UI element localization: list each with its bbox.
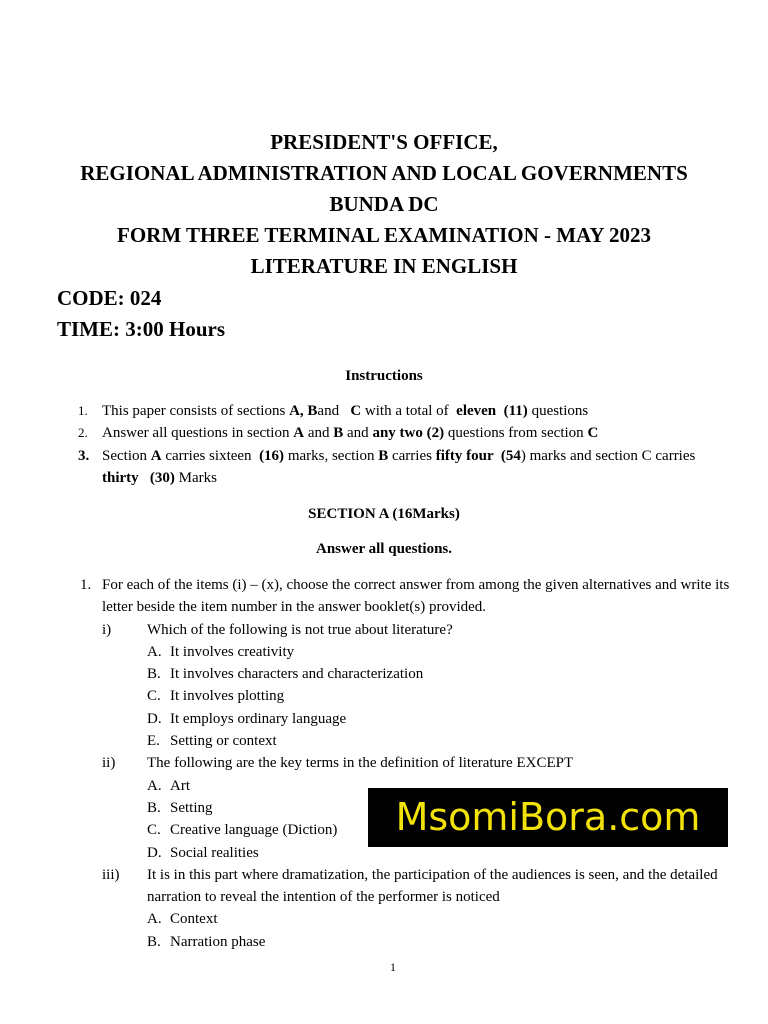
instruction-bold: eleven (11) [456, 403, 528, 419]
option-letter: D. [147, 844, 162, 861]
instructions-title: Instructions [345, 368, 423, 384]
option-text: Setting or context [170, 733, 277, 750]
instruction-text: carries [388, 447, 436, 464]
exam-time: TIME: 3:00 Hours [57, 317, 225, 341]
instruction-text: This paper consists of sections [102, 403, 290, 419]
option-letter: A. [147, 777, 162, 794]
instruction-item [0, 400, 768, 422]
item-text: It is in this part where dramatization, the participation of the audiences is seen, and the detailed narration to reveal the intention of the performer is noticed [147, 866, 718, 906]
page-number: 1 [390, 960, 396, 974]
instruction-number: 1. [78, 403, 88, 418]
msomibora-watermark-logo: MsomiBora.com [368, 788, 728, 847]
question-text: For each of the items (i) – (x), choose the correct answer from among the given alternatives and write its letter beside the item number in the answer booklet(s) provided. [102, 577, 730, 616]
answer-option [0, 908, 768, 930]
instruction-text: questions [527, 403, 589, 419]
instruction-text: with a total of [361, 403, 457, 419]
instruction-item [0, 445, 768, 490]
question-stem [0, 574, 768, 619]
header-office: PRESIDENT'S OFFICE, [270, 130, 498, 154]
option-text: It involves characters and characterization [170, 666, 424, 683]
instructions-list [0, 400, 768, 489]
item-text: Which of the following is not true about literature? [147, 621, 453, 638]
instruction-text: ) marks and section C carries [520, 447, 696, 464]
instruction-text: and [343, 425, 373, 442]
answer-option [0, 663, 768, 685]
instruction-bold: B [333, 425, 344, 442]
instruction-text: questions from section [444, 425, 588, 442]
option-letter: C. [147, 688, 161, 705]
item-number: iii) [102, 866, 120, 883]
option-letter: D. [147, 710, 162, 727]
section-a-title: SECTION A (16Marks) [308, 506, 460, 522]
question-number: 1. [80, 577, 92, 593]
answer-option [0, 730, 768, 752]
instruction-bold: thirty (30) [102, 469, 175, 486]
instruction-bold: (16) [259, 447, 285, 464]
exam-header [0, 127, 768, 282]
instruction-text: and [304, 425, 334, 442]
answer-option [0, 685, 768, 707]
instruction-text: carries sixteen [161, 447, 260, 464]
item-number: i) [102, 621, 112, 638]
exam-meta [57, 283, 225, 345]
option-letter: E. [147, 733, 160, 750]
item-number: ii) [102, 755, 116, 772]
instruction-bold: C [587, 425, 599, 442]
instruction-bold: A, B [289, 403, 318, 419]
instruction-bold: C [350, 403, 362, 419]
option-text: It employs ordinary language [170, 710, 347, 727]
answer-option [0, 641, 768, 663]
answer-option [0, 931, 768, 953]
header-subject: LITERATURE IN ENGLISH [250, 254, 518, 278]
option-text: Narration phase [170, 933, 266, 950]
instruction-bold: fifty four (54 [435, 447, 521, 464]
question-item [0, 752, 768, 774]
instruction-item [0, 422, 768, 444]
option-letter: C. [147, 822, 161, 839]
option-letter: B. [147, 666, 161, 683]
option-text: It involves plotting [170, 688, 285, 705]
option-letter: B. [147, 799, 161, 816]
instruction-bold: any two (2) [372, 425, 445, 442]
instruction-text: Section [102, 447, 151, 464]
answer-option [0, 708, 768, 730]
option-letter: A. [147, 911, 162, 928]
option-letter: A. [147, 643, 162, 660]
instruction-text: Answer all questions in section [102, 425, 294, 442]
item-text: The following are the key terms in the definition of literature EXCEPT [147, 755, 574, 772]
header-district: BUNDA DC [329, 192, 439, 216]
instruction-number: 3. [78, 447, 90, 464]
instruction-text: Marks [174, 469, 217, 486]
instruction-text: marks, section [284, 447, 379, 464]
section-a-subtitle: Answer all questions. [316, 541, 452, 557]
instruction-text: and [317, 403, 351, 419]
header-administration: REGIONAL ADMINISTRATION AND LOCAL GOVERNMENTS [80, 161, 688, 185]
option-letter: B. [147, 933, 161, 950]
option-text: Setting [170, 799, 213, 816]
option-text: Context [170, 911, 218, 928]
instruction-bold: A [150, 447, 162, 464]
instruction-bold: A [293, 425, 305, 442]
option-text: Art [170, 777, 190, 794]
exam-code: CODE: 024 [57, 286, 162, 310]
question-item [0, 864, 768, 909]
option-text: Social realities [170, 844, 259, 861]
question-item [0, 619, 768, 641]
question-1 [0, 574, 768, 953]
option-text: It involves creativity [170, 643, 295, 660]
header-exam-title: FORM THREE TERMINAL EXAMINATION - MAY 2023 [117, 223, 651, 247]
option-text: Creative language (Diction) [170, 822, 338, 839]
instruction-number: 2. [78, 425, 88, 441]
instruction-bold: B [378, 447, 389, 464]
